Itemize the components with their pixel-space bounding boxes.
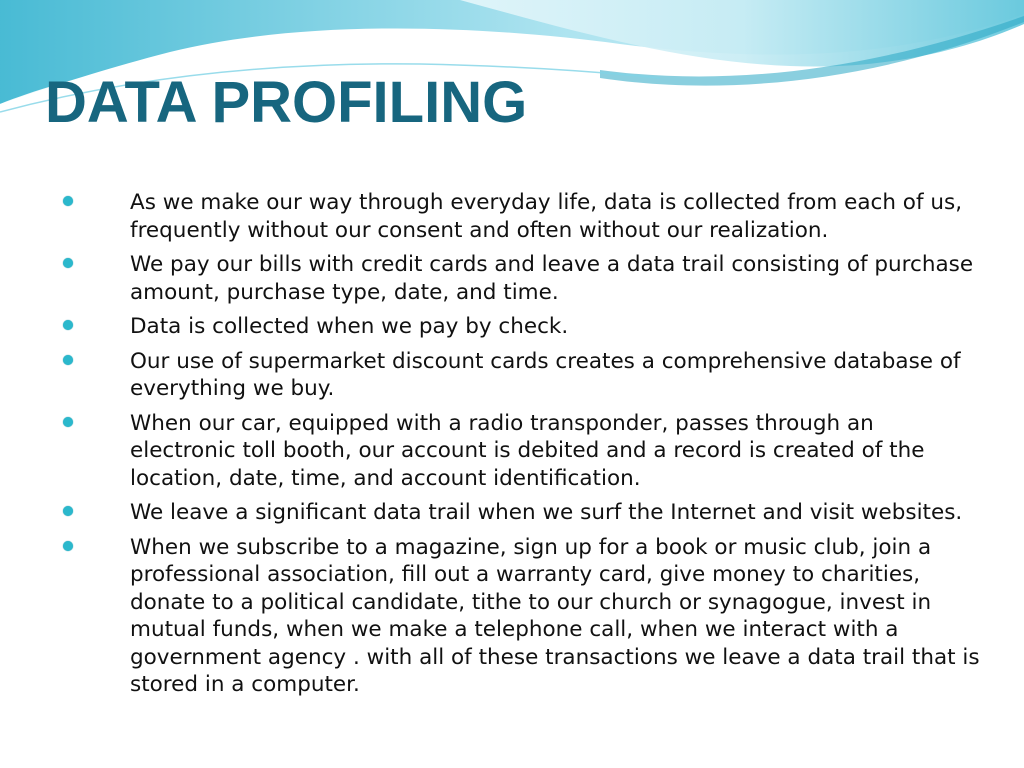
bullet-item: [0, 499, 980, 527]
bullet-text: Our use of supermarket discount cards creates a comprehensive database of everything we buy.: [130, 348, 961, 401]
bullet-text: As we make our way through everyday life, data is collected from each of us, frequently without our consent and often without our realization.: [130, 190, 963, 243]
bullet-dot-icon: [63, 320, 73, 330]
bullet-item: [0, 534, 980, 699]
slide-title: DATA PROFILING: [45, 70, 528, 135]
bullet-dot-icon: [63, 196, 73, 206]
bullet-text: Data is collected when we pay by check.: [130, 314, 569, 339]
bullet-dot-icon: [63, 506, 73, 516]
bullet-item: [0, 189, 980, 244]
bullet-item: [0, 251, 980, 306]
bullet-text: We leave a significant data trail when we surf the Internet and visit websites.: [130, 500, 963, 525]
bullet-dot-icon: [63, 541, 73, 551]
bullet-item: [0, 348, 980, 403]
bullet-dot-icon: [63, 258, 73, 268]
bullet-text: We pay our bills with credit cards and leave a data trail consisting of purchase amount, purchase type, date, and time.: [130, 252, 974, 305]
bullet-list: [0, 189, 1024, 706]
bullet-item: [0, 313, 980, 341]
bullet-dot-icon: [63, 355, 73, 365]
bullet-item: [0, 410, 980, 493]
bullet-dot-icon: [63, 417, 73, 427]
bullet-text: When our car, equipped with a radio transponder, passes through an electronic toll booth, our account is debited and a record is created of the location, date, time, and account identification.: [130, 410, 925, 491]
bullet-text: When we subscribe to a magazine, sign up for a book or music club, join a professional association, fill out a warranty card, give money to charities, donate to a political candidate, tithe to our church or synagogue, invest in mutual funds, when we make a telephone call, when we interact with a government agency . with all of these transactions we leave a data trail that is stored in a computer.: [130, 534, 980, 697]
